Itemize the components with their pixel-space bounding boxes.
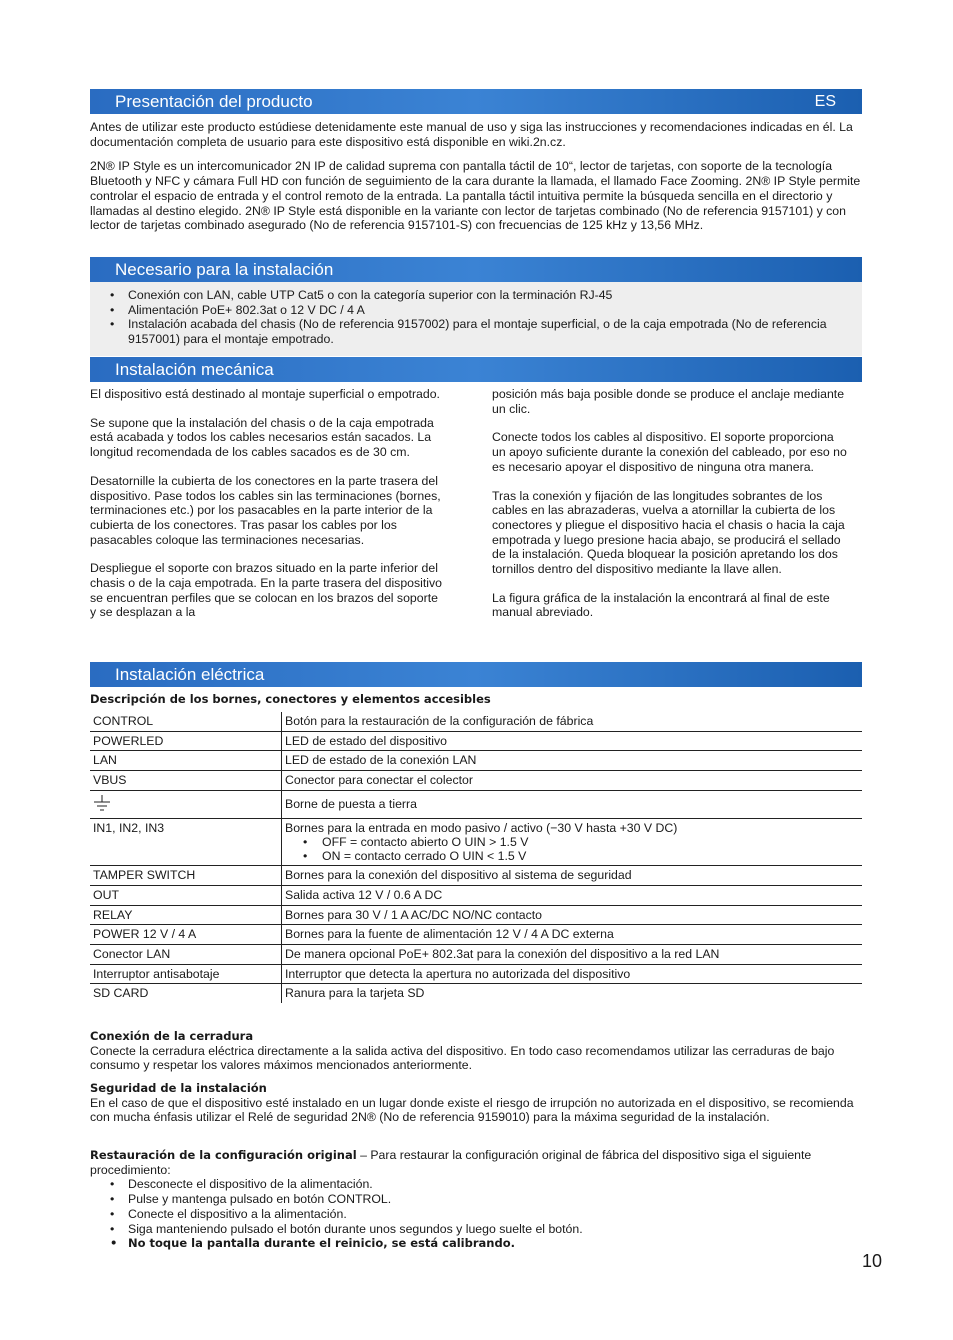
table-row <box>90 771 862 791</box>
table-value: Borne de puesta a tierra <box>282 790 863 818</box>
list-item: • Conecte el dispositivo a la alimentación. <box>90 1207 862 1222</box>
table-row <box>90 712 862 731</box>
section-banner-necesario <box>90 257 862 282</box>
table-key: IN1, IN2, IN3 <box>90 818 282 866</box>
table-row <box>90 790 862 818</box>
section-banner-electrica <box>90 662 862 687</box>
table-value: Botón para la restauración de la configuración de fábrica <box>282 712 863 731</box>
table-value: LED de estado de la conexión LAN <box>282 751 863 771</box>
section-title: Necesario para la instalación <box>115 260 334 279</box>
restore-intro <box>90 1148 862 1177</box>
list-item: • Desconecte el dispositivo de la alimentación. <box>90 1177 862 1192</box>
section-title: Instalación mecánica <box>115 360 274 379</box>
section-banner-mecanica <box>90 357 862 382</box>
lock-text: Conecte la cerradura eléctrica directamente a la salida activa del dispositivo. En todo caso recomendamos utilizar las cerraduras de bajo consumo y respetar los valores máximos mencionados anteriormente. <box>90 1043 835 1073</box>
paragraph: Se supone que la instalación del chasis o de la caja empotrada está acabada y todos los cables necesarios están sacados. La longitud recomendada de los cables sacados es de 30 cm. <box>90 415 434 460</box>
mechanical-left-column <box>90 387 445 634</box>
table-row <box>90 964 862 984</box>
ground-icon <box>93 794 111 812</box>
table-key: POWERLED <box>90 731 282 751</box>
in-sub-list <box>285 835 859 863</box>
table-value: Conector para conectar el colector <box>282 771 863 791</box>
paragraph: Tras la conexión y fijación de las longitudes sobrantes de los cables en las abrazaderas, vuelva a atornillar la cubierta de los conectores y pliegue el dispositivo hacia el chasis o hacia la caja empotrada y luego presione hacia abajo, se producirá el sellado de la instalación. Queda bloquear la posición apretando los dos tornillos dentro del dispositivo mediante la llave allen. <box>492 488 845 577</box>
paragraph: Despliegue el soporte con brazos situado en la parte inferior del chasis o de la caja empotrada. En la parte trasera del dispositivo se encuentran perfiles que se colocan en los brazos del soporte y se desplazan a la <box>90 561 443 620</box>
restore-heading: Restauración de la configuración original <box>90 1148 357 1162</box>
list-item: • OFF = contacto abierto O UIN > 1.5 V <box>285 835 859 849</box>
table-key: TAMPER SWITCH <box>90 866 282 886</box>
table-value: Bornes para la conexión del dispositivo al sistema de seguridad <box>282 866 863 886</box>
table-value: Salida activa 12 V / 0.6 A DC <box>282 885 863 905</box>
table-value <box>282 818 863 866</box>
intro-paragraph: Antes de utilizar este producto estúdiese detenidamente este manual de uso y siga las instrucciones y recomendaciones indicadas en él. La documentación completa de usuario para este dispositivo está disponible en wiki.2n.cz. <box>90 120 853 149</box>
lock-section <box>90 1029 862 1073</box>
table-value: Interruptor que detecta la apertura no autorizada del dispositivo <box>282 964 863 984</box>
table-value: Bornes para la fuente de alimentación 12 V / 4 A DC externa <box>282 925 863 945</box>
intro-paragraph: 2N® IP Style es un intercomunicador 2N IP de calidad suprema con pantalla táctil de 10“, lector de tarjetas, con soporte de la tecnología Bluetooth y NFC y cámara Full HD con función de seguimiento de la cara durante la llamada, el llamado Face Zooming. 2N® IP Style permite controlar el espacio de entrada y el control remoto de la entrada. La pantalla táctil intuitiva permite la búsqueda sencilla en el directorio y llamadas al destino elegido. 2N® IP Style está disponible en la variante con lector de tarjetas combinado (No de referencia 9157101) y con lector de tarjetas combinado asegurado (No de referencia 9157101-S) con frecuencias de 125 kHz y 13,56 MHz. <box>90 159 861 233</box>
page-number: 10 <box>862 1251 883 1271</box>
security-text: En el caso de que el dispositivo esté instalado en un lugar donde existe el riesgo de irrupción no autorizada en el dispositivo, se recomienda con mucha énfasis utilizar el Relé de seguridad 2N® (No de referencia 9159010) para la máxima seguridad de la instalación. <box>90 1095 854 1125</box>
list-item: • Instalación acabada del chasis (No de referencia 9157002) para el montaje superficial, o de la caja empotrada (No de referencia 9157001) para el montaje empotrado. <box>90 317 858 346</box>
restore-steps <box>90 1177 862 1251</box>
table-value-text: Bornes para la entrada en modo pasivo / activo (−30 V hasta +30 V DC) <box>285 820 678 835</box>
list-item: • Pulse y mantenga pulsado en botón CONTROL. <box>90 1192 862 1207</box>
mechanical-right-column <box>492 387 847 634</box>
table-value: Bornes para 30 V / 1 A AC/DC NO/NC contacto <box>282 905 863 925</box>
table-key: SD CARD <box>90 984 282 1003</box>
language-badge: ES <box>814 93 836 110</box>
section-banner-presentacion <box>90 89 862 114</box>
section-title: Instalación eléctrica <box>115 665 265 684</box>
paragraph: posición más baja posible donde se produce el anclaje mediante un clic. <box>492 387 845 416</box>
security-section <box>90 1081 862 1125</box>
table-key <box>90 790 282 818</box>
table-key: Interruptor antisabotaje <box>90 964 282 984</box>
table-value: Ranura para la tarjeta SD <box>285 986 425 1001</box>
table-key: RELAY <box>90 905 282 925</box>
paragraph: Desatornille la cubierta de los conectores en la parte trasera del dispositivo. Pase todos los cables sin las terminaciones (bornes, terminaciones etc.) por los pasacables en la parte interior de la cubierta de los conectores. Tras pasar los cables por los pasacables coloque las terminaciones necesarias. <box>90 473 441 547</box>
table-row <box>90 866 862 886</box>
table-key: POWER 12 V / 4 A <box>90 925 282 945</box>
table-row <box>90 885 862 905</box>
table-row <box>90 945 862 965</box>
list-item: • ON = contacto cerrado O UIN < 1.5 V <box>285 849 859 863</box>
table-key: LAN <box>90 751 282 771</box>
table-row <box>90 905 862 925</box>
table-row <box>90 925 862 945</box>
list-item: • Conexión con LAN, cable UTP Cat5 o con la categoría superior con la terminación RJ-45 <box>90 288 858 303</box>
table-value: LED de estado del dispositivo <box>282 731 863 751</box>
terminals-table <box>90 712 862 1003</box>
table-key: OUT <box>90 885 282 905</box>
security-heading: Seguridad de la instalación <box>90 1081 267 1095</box>
paragraph: Conecte todos los cables al dispositivo. El soporte proporciona un apoyo suficiente durante la conexión del cableado, por eso no es necesario apoyar el dispositivo de ninguna otra manera. <box>492 430 847 474</box>
table-row <box>90 751 862 771</box>
table-key: VBUS <box>90 771 282 791</box>
restore-section <box>90 1148 862 1251</box>
warning-item: • No toque la pantalla durante el reinicio, se está calibrando. <box>90 1236 862 1251</box>
paragraph: La figura gráfica de la instalación la encontrará al final de este manual abreviado. <box>492 590 830 620</box>
table-row <box>90 731 862 751</box>
list-item: • Alimentación PoE+ 802.3at o 12 V DC / 4 A <box>90 303 858 318</box>
requirements-list <box>90 288 862 347</box>
table-row <box>90 818 862 866</box>
table-value: De manera opcional PoE+ 802.3at para la conexión del dispositivo a la red LAN <box>282 945 863 965</box>
section-title: Presentación del producto <box>115 92 313 111</box>
table-key: Conector LAN <box>90 945 282 965</box>
table-row <box>90 984 862 1003</box>
intro-text <box>90 120 862 233</box>
restore-text: – Para restaurar la configuración original de fábrica del dispositivo siga el siguiente procedimiento: <box>90 1148 812 1177</box>
paragraph: El dispositivo está destinado al montaje superficial o empotrado. <box>90 387 440 401</box>
list-item: • Siga manteniendo pulsado el botón durante unos segundos y luego suelte el botón. <box>90 1222 862 1237</box>
table-key: CONTROL <box>90 712 282 731</box>
requirements-box <box>90 282 862 356</box>
lock-heading: Conexión de la cerradura <box>90 1029 254 1043</box>
terminals-heading: Descripción de los bornes, conectores y elementos accesibles <box>90 692 491 706</box>
